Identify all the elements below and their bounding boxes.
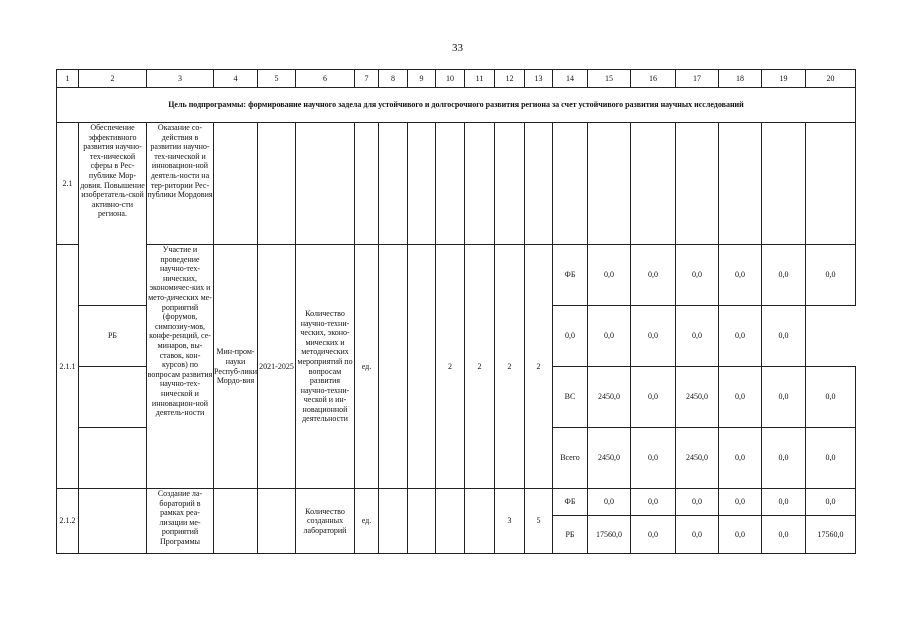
- funding-value: 0,0: [806, 367, 856, 428]
- empty-cell: [495, 123, 525, 245]
- funding-source: РБ: [79, 306, 147, 367]
- empty-cell: [465, 489, 495, 554]
- empty-cell: [762, 123, 806, 245]
- table-row: [57, 489, 856, 516]
- funding-value: 2450,0: [588, 428, 631, 489]
- indicator-value: 2: [525, 245, 553, 489]
- funding-value: 0,0: [806, 428, 856, 489]
- empty-cell: [588, 123, 631, 245]
- empty-cell: [553, 123, 588, 245]
- funding-value: 0,0: [631, 367, 676, 428]
- col-header: 6: [296, 70, 355, 88]
- funding-value: 0,0: [762, 367, 806, 428]
- funding-value: 0,0: [588, 306, 631, 367]
- funding-value: 0,0: [762, 428, 806, 489]
- empty-cell: [379, 123, 408, 245]
- indicator-text: Количество научно-техни-ческих, эконо-мических и методических мероприятий по вопросам развития научно-техни-ческой и ин-новационной деятельности: [296, 245, 355, 489]
- funding-value: 0,0: [676, 516, 719, 554]
- program-table: [56, 69, 856, 554]
- col-header: 5: [258, 70, 296, 88]
- funding-value: 0,0: [719, 367, 762, 428]
- funding-value: 0,0: [762, 489, 806, 516]
- row-number: 2.1: [57, 123, 79, 245]
- unit-text: ед.: [355, 245, 379, 489]
- funding-value: 0,0: [806, 245, 856, 306]
- funding-value: 0,0: [631, 516, 676, 554]
- empty-cell: [806, 123, 856, 245]
- unit-text: ед.: [355, 489, 379, 554]
- funding-value: 0,0: [762, 516, 806, 554]
- col-header: 8: [379, 70, 408, 88]
- indicator-value: 2: [465, 245, 495, 489]
- indicator-value: 2: [436, 245, 465, 489]
- funding-value: 0,0: [631, 245, 676, 306]
- funding-value: 2450,0: [676, 367, 719, 428]
- empty-cell: [79, 489, 147, 554]
- funding-value: 0,0: [553, 306, 588, 367]
- funding-source: ФБ: [553, 489, 588, 516]
- empty-cell: [79, 367, 147, 428]
- empty-cell: [631, 123, 676, 245]
- funding-value: 0,0: [719, 516, 762, 554]
- empty-cell: [408, 489, 436, 554]
- funding-value: 0,0: [719, 489, 762, 516]
- col-header: 7: [355, 70, 379, 88]
- col-header: 1: [57, 70, 79, 88]
- funding-value: 0,0: [588, 489, 631, 516]
- empty-cell: [676, 123, 719, 245]
- activity-text: Участие и проведение научно-тех-нических, экономичес-ких и мето-дических ме-роприятий (форумов, симпозиу-мов, конфе-ренций, се-минаров, вы-ставок, кон-курсов) по вопросам развития научно-тех-нической и инновацион-ной деятель-ности: [147, 245, 214, 489]
- col-header: 11: [465, 70, 495, 88]
- empty-cell: [379, 245, 408, 489]
- col-header: 2: [79, 70, 147, 88]
- funding-value: 0,0: [676, 245, 719, 306]
- funding-value: 0,0: [762, 245, 806, 306]
- indicator-value: 5: [525, 489, 553, 554]
- col-header: 20: [806, 70, 856, 88]
- empty-cell: [408, 245, 436, 489]
- empty-cell: [525, 123, 553, 245]
- indicator-text: Количество созданных лабораторий: [296, 489, 355, 554]
- col-header: 10: [436, 70, 465, 88]
- funding-value: 0,0: [676, 489, 719, 516]
- empty-cell: [379, 489, 408, 554]
- empty-cell: [258, 489, 296, 554]
- row-number: 2.1.1: [57, 245, 79, 489]
- indicator-value: 3: [495, 489, 525, 554]
- header-row: [57, 70, 856, 88]
- executor-text: Мин-пром-науки Респуб-лики Мордо-вия: [214, 245, 258, 489]
- empty-cell: [408, 123, 436, 245]
- col-header: 12: [495, 70, 525, 88]
- funding-value: 0,0: [719, 428, 762, 489]
- funding-value: 0,0: [631, 489, 676, 516]
- funding-value: 0,0: [719, 306, 762, 367]
- funding-source: ФБ: [553, 245, 588, 306]
- col-header: 17: [676, 70, 719, 88]
- empty-cell: [258, 123, 296, 245]
- col-header: 16: [631, 70, 676, 88]
- funding-value: 0,0: [806, 489, 856, 516]
- col-header: 4: [214, 70, 258, 88]
- col-header: 14: [553, 70, 588, 88]
- activity-text: Создание ла-бораторий в рамках реа-лизации ме-роприятий Программы: [147, 489, 214, 554]
- measure-text: Оказание со-действия в развитии научно-тех-нической и инновацион-ной деятель-ности на тер-ритории Рес-публики Мордовия: [147, 123, 214, 245]
- row-number: 2.1.2: [57, 489, 79, 554]
- table-row: [57, 245, 856, 306]
- empty-cell: [79, 428, 147, 489]
- empty-cell: [214, 489, 258, 554]
- funding-value: 2450,0: [676, 428, 719, 489]
- empty-cell: [436, 123, 465, 245]
- funding-value: 0,0: [588, 245, 631, 306]
- col-header: 19: [762, 70, 806, 88]
- table-row: [57, 123, 856, 245]
- funding-source: ВС: [553, 367, 588, 428]
- funding-source: Всего: [553, 428, 588, 489]
- funding-value: 0,0: [762, 306, 806, 367]
- funding-source: РБ: [553, 516, 588, 554]
- empty-cell: [296, 123, 355, 245]
- funding-value: 0,0: [631, 428, 676, 489]
- goal-text: Цель подпрограммы: формирование научного задела для устойчивого и долгосрочного развития региона за счет устойчивого развития научных исследований: [57, 88, 856, 123]
- period-text: 2021-2025: [258, 245, 296, 489]
- empty-cell: [436, 489, 465, 554]
- col-header: 13: [525, 70, 553, 88]
- indicator-value: 2: [495, 245, 525, 489]
- funding-value: 0,0: [676, 306, 719, 367]
- col-header: 9: [408, 70, 436, 88]
- funding-value: 2450,0: [588, 367, 631, 428]
- col-header: 18: [719, 70, 762, 88]
- funding-value: 0,0: [719, 245, 762, 306]
- empty-cell: [719, 123, 762, 245]
- task-text: Обеспечение эффективного развития научно-тех-нической сферы в Рес-публике Мор-довия. Повышение изобретатель-ской активно-сти региона.: [79, 123, 147, 306]
- empty-cell: [355, 123, 379, 245]
- empty-cell: [465, 123, 495, 245]
- funding-value: 17560,0: [588, 516, 631, 554]
- empty-cell: [214, 123, 258, 245]
- col-header: 3: [147, 70, 214, 88]
- col-header: 15: [588, 70, 631, 88]
- page-number: 33: [452, 42, 463, 54]
- funding-value: 0,0: [631, 306, 676, 367]
- goal-row: [57, 88, 856, 123]
- funding-value: 17560,0: [806, 516, 856, 554]
